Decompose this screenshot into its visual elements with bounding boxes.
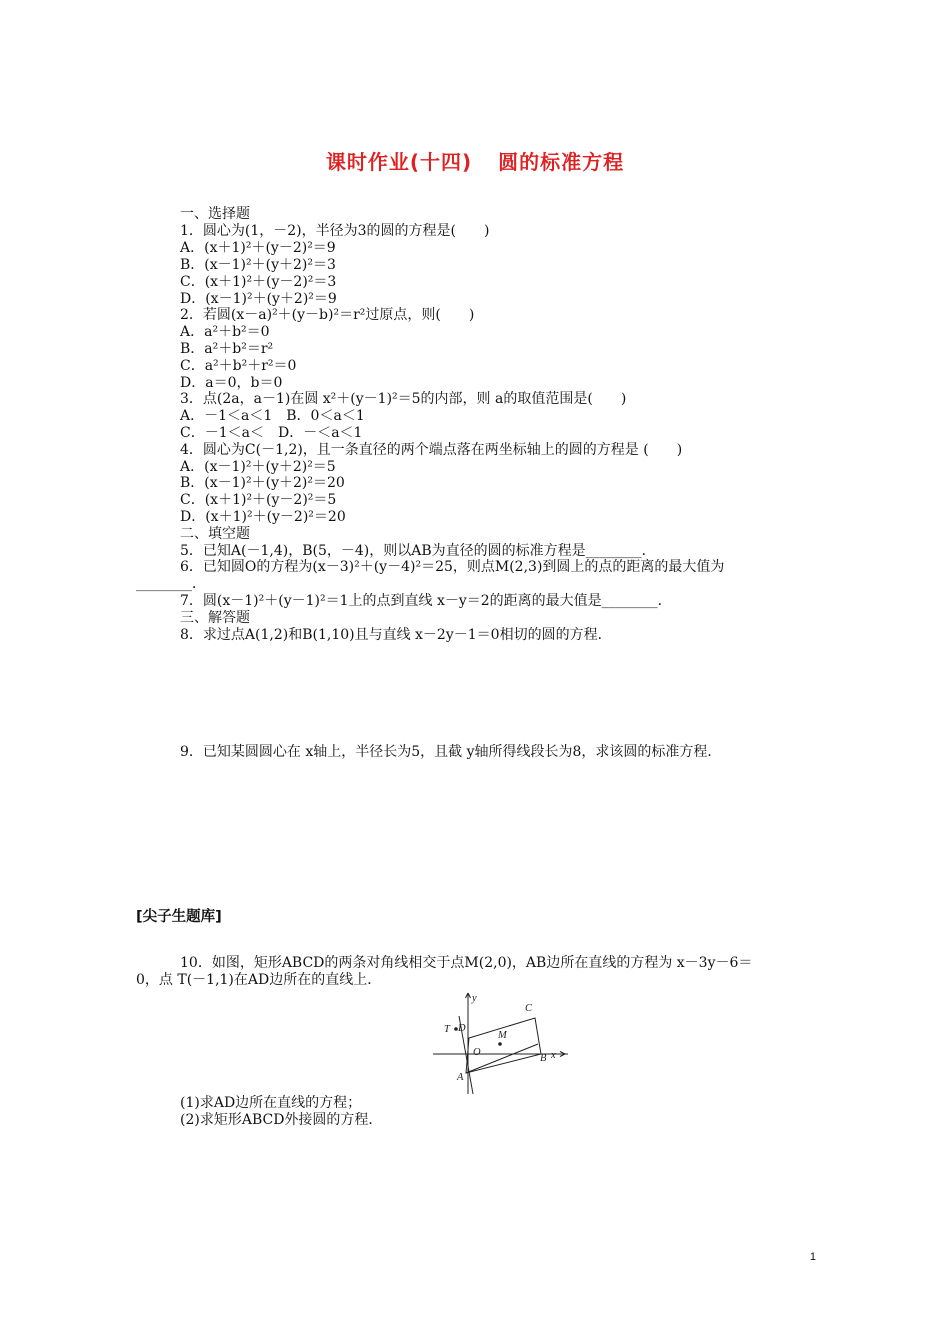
question-2: 2．若圆(x－a)²＋(y－b)²＝r²过原点，则( ): [180, 307, 475, 323]
option-4a: A．(x－1)²＋(y＋2)²＝5: [180, 459, 336, 475]
page-title: [0, 146, 950, 175]
option-2a: A．a²＋b²＝0: [180, 324, 270, 340]
point-m: [498, 1042, 502, 1046]
label-m: M: [498, 1030, 507, 1041]
option-1d: D．(x－1)²＋(y＋2)²＝9: [180, 291, 337, 307]
label-y: y: [472, 993, 477, 1004]
figure-svg: [428, 988, 578, 1100]
question-6-blank: ________．: [136, 576, 206, 592]
option-1c: C．(x＋1)²＋(y－2)²＝3: [180, 274, 337, 290]
section-heading-solve: 三、解答题: [180, 610, 250, 626]
label-a: A: [457, 1072, 464, 1083]
question-9: 9．已知某圆圆心在 x轴上，半径长为5，且截 y轴所得线段长为8，求该圆的标准方程．: [180, 744, 722, 760]
question-8: 8．求过点A(1,2)和B(1,10)且与直线 x－2y－1＝0相切的圆的方程．: [180, 627, 612, 643]
option-2b: B．a²＋b²＝r²: [180, 341, 274, 357]
option-2c: C．a²＋b²＋r²＝0: [180, 358, 297, 374]
question-4: 4．圆心为C(－1,2)，且一条直径的两个端点落在两坐标轴上的圆的方程是 ( ): [180, 442, 683, 458]
question-1: 1．圆心为(1，－2)，半径为3的圆的方程是( ): [180, 223, 490, 239]
section-heading-choice: 一、选择题: [180, 206, 250, 222]
label-d: D: [458, 1023, 466, 1034]
title-topic: 圆的标准方程: [498, 150, 625, 174]
option-1b: B．(x－1)²＋(y＋2)²＝3: [180, 257, 336, 273]
section-tag-top-students: [尖子生题库]: [136, 909, 222, 925]
option-4d: D．(x＋1)²＋(y－2)²＝20: [180, 509, 346, 525]
rectangle-figure: [428, 988, 578, 1100]
question-6: 6．已知圆O的方程为(x－3)²＋(y－4)²＝25，则点M(2,3)到圆上的点的距离的最大值为: [180, 559, 725, 575]
option-3ab: A．－1＜a＜1 B．0＜a＜1: [180, 408, 365, 424]
option-2d: D．a＝0，b＝0: [180, 375, 283, 391]
label-c: C: [525, 1003, 533, 1014]
question-10-line2: 0，点 T(－1,1)在AD边所在的直线上．: [136, 972, 382, 988]
question-10-part1: (1)求AD边所在直线的方程；: [180, 1095, 362, 1111]
question-7: 7．圆(x－1)²＋(y－1)²＝1上的点到直线 x－y＝2的距离的最大值是________．: [180, 593, 672, 609]
option-1a: A．(x＋1)²＋(y－2)²＝9: [180, 240, 336, 256]
option-4c: C．(x＋1)²＋(y－2)²＝5: [180, 492, 337, 508]
title-lesson: 课时作业(十四): [325, 150, 473, 174]
question-10-part2: (2)求矩形ABCD外接圆的方程．: [180, 1112, 383, 1128]
rectangle-abcd: [466, 1018, 541, 1073]
option-3cd: C．－1＜a＜ D．－＜a＜1: [180, 425, 363, 441]
section-heading-fill: 二、填空题: [180, 526, 250, 542]
question-10-line1: 10．如图，矩形ABCD的两条对角线相交于点M(2,0)，AB边所在直线的方程为 x－3y－6＝: [180, 955, 753, 971]
page-number: 1: [809, 1251, 816, 1263]
question-3: 3．点(2a，a－1)在圆 x²＋(y－1)²＝5的内部，则 a的取值范围是( ): [180, 391, 627, 407]
label-x: x: [551, 1050, 556, 1061]
label-b: B: [540, 1053, 547, 1064]
option-4b: B．(x－1)²＋(y＋2)²＝20: [180, 475, 345, 491]
label-o: O: [473, 1047, 481, 1058]
question-5: 5．已知A(－1,4)，B(5，－4)，则以AB为直径的圆的标准方程是________．: [180, 543, 656, 559]
label-t: T: [444, 1024, 450, 1035]
